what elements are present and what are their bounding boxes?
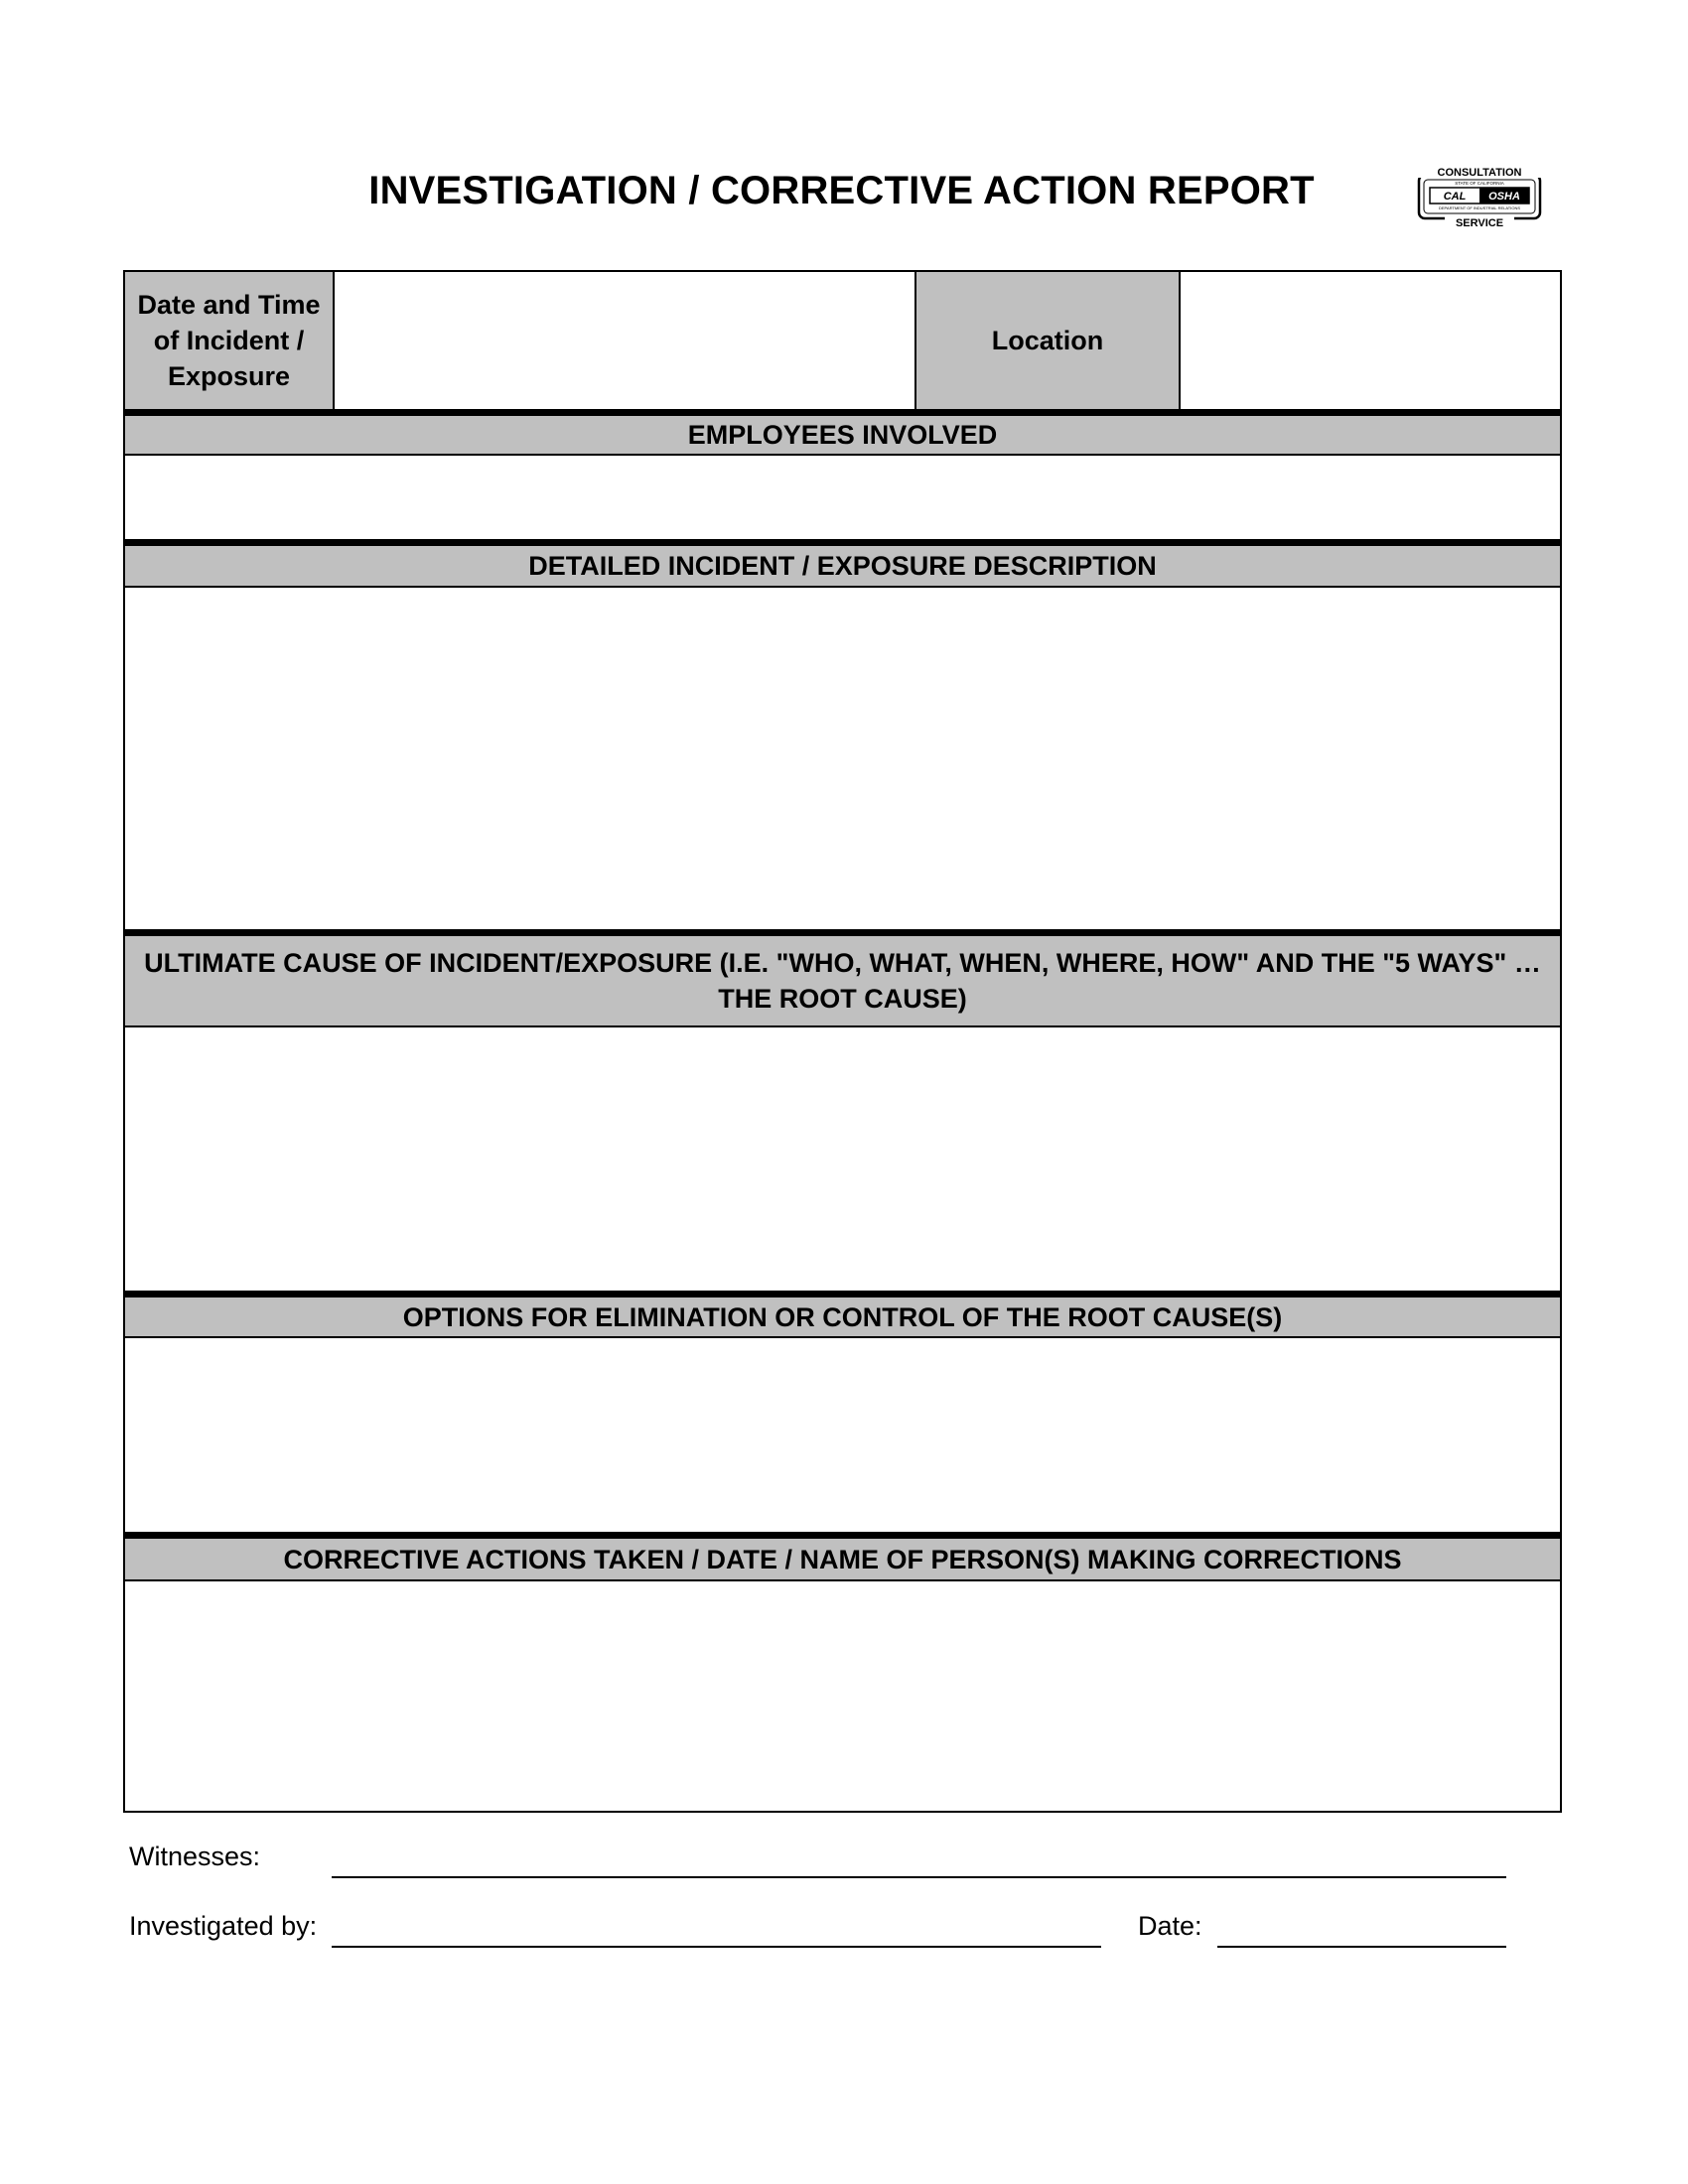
investigated-by-line[interactable] bbox=[332, 1946, 1101, 1948]
incident-description-header: DETAILED INCIDENT / EXPOSURE DESCRIPTION bbox=[125, 539, 1560, 588]
svg-text:CONSULTATION: CONSULTATION bbox=[1437, 167, 1522, 179]
report-form bbox=[123, 270, 1562, 1813]
witnesses-line[interactable] bbox=[332, 1876, 1506, 1878]
ultimate-cause-header: ULTIMATE CAUSE OF INCIDENT/EXPOSURE (I.E. "WHO, WHAT, WHEN, WHERE, HOW" AND THE "5 WAYS" … THE ROOT CAUSE) bbox=[125, 929, 1560, 1027]
svg-text:CAL: CAL bbox=[1443, 191, 1467, 203]
employees-involved-field[interactable] bbox=[125, 456, 1560, 539]
date-time-field[interactable] bbox=[335, 272, 916, 409]
corrective-actions-header: CORRECTIVE ACTIONS TAKEN / DATE / NAME OF PERSON(S) MAKING CORRECTIONS bbox=[125, 1532, 1560, 1581]
ultimate-cause-field[interactable] bbox=[125, 1027, 1560, 1291]
employees-involved-header: EMPLOYEES INVOLVED bbox=[125, 409, 1560, 456]
svg-text:STATE OF CALIFORNIA: STATE OF CALIFORNIA bbox=[1455, 181, 1504, 186]
date-line[interactable] bbox=[1217, 1946, 1506, 1948]
date-time-label: Date and Time of Incident / Exposure bbox=[125, 272, 335, 409]
svg-text:SERVICE: SERVICE bbox=[1455, 217, 1504, 229]
page-title: INVESTIGATION / CORRECTIVE ACTION REPORT bbox=[368, 169, 1315, 212]
witnesses-label: Witnesses: bbox=[129, 1842, 261, 1871]
incident-description-field[interactable] bbox=[125, 588, 1560, 929]
corrective-actions-field[interactable] bbox=[125, 1581, 1560, 1811]
location-field[interactable] bbox=[1181, 272, 1560, 409]
location-label: Location bbox=[916, 272, 1181, 409]
elimination-options-header: OPTIONS FOR ELIMINATION OR CONTROL OF THE ROOT CAUSE(S) bbox=[125, 1291, 1560, 1338]
svg-text:DEPARTMENT OF INDUSTRIAL RELAT: DEPARTMENT OF INDUSTRIAL RELATIONS bbox=[1438, 205, 1521, 210]
incident-info-row bbox=[125, 272, 1560, 409]
elimination-options-field[interactable] bbox=[125, 1338, 1560, 1532]
svg-text:OSHA: OSHA bbox=[1488, 191, 1520, 203]
investigated-by-label: Investigated by: bbox=[129, 1911, 318, 1941]
cal-osha-consultation-logo bbox=[1415, 165, 1544, 230]
date-label: Date: bbox=[1138, 1911, 1202, 1941]
